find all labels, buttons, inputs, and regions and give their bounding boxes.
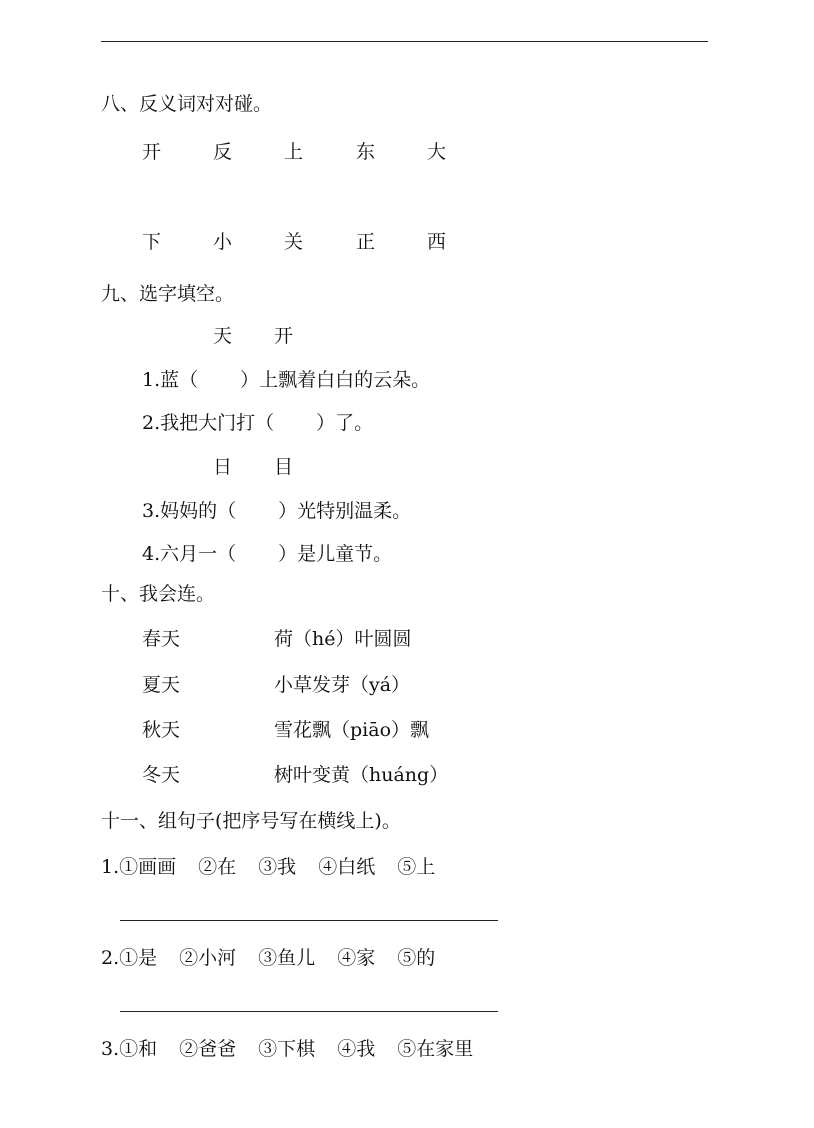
q3-word: ⑤在家里	[397, 1038, 474, 1060]
antonym-bottom-3: 关	[284, 231, 304, 253]
antonym-top-1: 开	[142, 141, 162, 163]
fill-item-4-after: ）是儿童节。	[278, 543, 393, 565]
antonym-top-5: 大	[427, 141, 447, 163]
choice-char-4: 目	[274, 456, 294, 478]
answer-line-1[interactable]	[120, 920, 498, 921]
phrase-1[interactable]: 荷（hé）叶圆圆	[274, 628, 412, 650]
q2-number: 2.	[101, 947, 120, 969]
section-11-title: 十一、组句子(把序号写在横线上)。	[101, 810, 401, 832]
fill-item-1-before: 1.蓝（	[142, 369, 199, 391]
fill-item-2	[142, 414, 373, 433]
q1-word: ②在	[198, 856, 237, 878]
section-8-title: 八、反义词对对碰。	[101, 93, 273, 115]
q2-word: ①是	[119, 947, 158, 969]
phrase-4[interactable]: 树叶变黄（huáng）	[274, 764, 449, 786]
q3-word: ①和	[119, 1038, 158, 1060]
q1-word: ③我	[258, 856, 297, 878]
phrase-3[interactable]: 雪花飘（piāo）飘	[274, 719, 430, 741]
q2-word: ⑤的	[397, 947, 436, 969]
q2-word: ②小河	[179, 947, 237, 969]
fill-item-1	[142, 371, 430, 390]
fill-item-2-after: ）了。	[316, 412, 374, 434]
fill-item-4-before: 4.六月一（	[142, 543, 237, 565]
sentence-q2	[101, 949, 435, 968]
season-3[interactable]: 秋天	[142, 719, 181, 741]
q1-number: 1.	[101, 856, 120, 878]
season-2[interactable]: 夏天	[142, 674, 181, 696]
q2-word: ③鱼儿	[258, 947, 316, 969]
answer-line-2[interactable]	[120, 1011, 498, 1012]
q2-word: ④家	[337, 947, 376, 969]
fill-item-3	[142, 502, 411, 521]
q3-word: ④我	[337, 1038, 376, 1060]
antonym-top-3: 上	[284, 141, 304, 163]
sentence-q3	[101, 1040, 473, 1059]
fill-item-3-before: 3.妈妈的（	[142, 500, 237, 522]
season-1[interactable]: 春天	[142, 628, 181, 650]
section-10-title: 十、我会连。	[101, 583, 216, 605]
antonym-bottom-4: 正	[356, 231, 376, 253]
q1-word: ①画画	[119, 856, 177, 878]
antonym-bottom-5: 西	[427, 231, 447, 253]
fill-item-4	[142, 545, 392, 564]
antonym-top-2: 反	[213, 141, 233, 163]
antonym-bottom-2: 小	[213, 231, 233, 253]
q1-word: ⑤上	[397, 856, 436, 878]
antonym-bottom-1: 下	[142, 231, 162, 253]
fill-item-2-before: 2.我把大门打（	[142, 412, 275, 434]
choice-char-3: 日	[213, 456, 233, 478]
phrase-2[interactable]: 小草发芽（yá）	[274, 674, 411, 696]
choice-char-1: 天	[213, 325, 233, 347]
fill-item-3-after: ）光特别温柔。	[278, 500, 412, 522]
q1-word: ④白纸	[318, 856, 376, 878]
q3-word: ③下棋	[258, 1038, 316, 1060]
section-9-title: 九、选字填空。	[101, 283, 235, 305]
season-4[interactable]: 冬天	[142, 764, 181, 786]
q3-word: ②爸爸	[179, 1038, 237, 1060]
sentence-q1	[101, 858, 435, 877]
fill-item-1-after: ）上飘着白白的云朵。	[240, 369, 431, 391]
q3-number: 3.	[101, 1038, 120, 1060]
choice-char-2: 开	[274, 325, 294, 347]
header-rule	[101, 41, 708, 42]
antonym-top-4: 东	[356, 141, 376, 163]
